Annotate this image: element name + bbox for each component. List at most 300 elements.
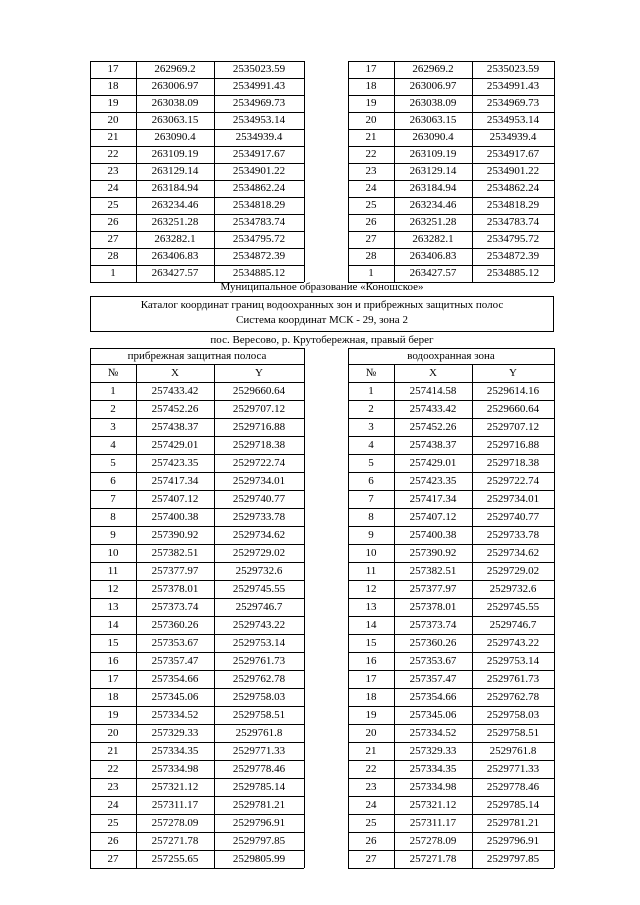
- point-number: 8: [110, 511, 116, 523]
- grid-line: [90, 634, 304, 635]
- table-row: [90, 436, 554, 454]
- point-number-right: 11: [365, 565, 377, 577]
- grid-line: [90, 742, 304, 743]
- x-coordinate: 257377.97: [151, 565, 199, 577]
- grid-line: [90, 724, 304, 725]
- y-coordinate: 2529753.14: [232, 637, 286, 649]
- x-coordinate: 257390.92: [151, 529, 199, 541]
- grid-line: [348, 146, 554, 147]
- grid-line: [136, 61, 137, 282]
- grid-line: [348, 832, 554, 833]
- grid-line: [348, 544, 554, 545]
- y-coordinate-right: 2529785.14: [486, 799, 540, 811]
- grid-line: [90, 796, 304, 797]
- y-coordinate-right: 2529707.12: [486, 421, 540, 433]
- y-coordinate: 2534862.24: [232, 182, 286, 194]
- table-row: [90, 382, 554, 400]
- x-coordinate: 263063.15: [151, 114, 199, 126]
- table-row: [90, 214, 554, 231]
- x-coordinate: 257353.67: [151, 637, 199, 649]
- grid-line: [472, 364, 473, 868]
- point-number: 1: [110, 385, 116, 397]
- point-number-right: 22: [365, 148, 377, 160]
- point-number-right: 28: [365, 250, 377, 262]
- point-number: 19: [107, 709, 119, 721]
- table-row: [90, 778, 554, 796]
- x-coordinate-right: 257357.47: [409, 673, 457, 685]
- grid-line: [90, 265, 304, 266]
- x-coordinate-right: 257345.06: [409, 709, 457, 721]
- grid-line: [348, 180, 554, 181]
- point-number-right: 18: [365, 691, 377, 703]
- y-coordinate-right: 2529745.55: [486, 601, 540, 613]
- table-row: [90, 490, 554, 508]
- point-number-right: 16: [365, 655, 377, 667]
- table-row: [90, 163, 554, 180]
- table-row: [90, 197, 554, 214]
- y-coordinate: 2534953.14: [232, 114, 286, 126]
- y-coordinate-right: 2534969.73: [486, 97, 540, 109]
- y-coordinate-right: 2529732.6: [489, 583, 537, 595]
- y-coordinate-right: 2529796.91: [486, 835, 540, 847]
- grid-line: [348, 129, 554, 130]
- table-row: [90, 508, 554, 526]
- column-header-row: [90, 364, 554, 382]
- grid-line: [348, 778, 554, 779]
- grid-line: [348, 436, 554, 437]
- point-number-right: 2: [368, 403, 374, 415]
- header-y-left: Y: [255, 367, 263, 379]
- catalog-title-line1: Каталог координат границ водоохранных зон и прибрежных защитных полос: [140, 299, 504, 311]
- point-number: 28: [107, 250, 119, 262]
- x-coordinate: 257438.37: [151, 421, 199, 433]
- grid-line: [348, 265, 554, 266]
- y-coordinate-right: 2529716.88: [486, 439, 540, 451]
- x-coordinate: 257378.01: [151, 583, 199, 595]
- grid-line: [90, 180, 304, 181]
- point-number-right: 9: [368, 529, 374, 541]
- y-coordinate: 2535023.59: [232, 63, 286, 75]
- y-coordinate-right: 2529722.74: [486, 475, 540, 487]
- y-coordinate: 2529781.21: [232, 799, 286, 811]
- y-coordinate: 2529762.78: [232, 673, 286, 685]
- x-coordinate: 263251.28: [151, 216, 199, 228]
- x-coordinate: 257373.74: [151, 601, 199, 613]
- x-coordinate: 257357.47: [151, 655, 199, 667]
- y-coordinate-right: 2534991.43: [486, 80, 540, 92]
- x-coordinate: 257255.65: [151, 853, 199, 865]
- grid-line: [90, 61, 304, 62]
- point-number-right: 14: [365, 619, 377, 631]
- point-number-right: 1: [368, 385, 374, 397]
- x-coordinate: 263184.94: [151, 182, 199, 194]
- point-number: 22: [107, 148, 119, 160]
- x-coordinate-right: 257334.35: [409, 763, 457, 775]
- x-coordinate: 263406.83: [151, 250, 199, 262]
- grid-line: [90, 382, 304, 383]
- x-coordinate: 257433.42: [151, 385, 199, 397]
- grid-line: [554, 61, 555, 282]
- grid-line: [90, 197, 304, 198]
- point-number-right: 20: [365, 114, 377, 126]
- table-row: [90, 598, 554, 616]
- y-coordinate-right: 2529718.38: [486, 457, 540, 469]
- grid-line: [90, 670, 304, 671]
- y-coordinate-right: 2529771.33: [486, 763, 540, 775]
- y-coordinate: 2529746.7: [235, 601, 283, 613]
- x-coordinate-right: 257423.35: [409, 475, 457, 487]
- x-coordinate-right: 257360.26: [409, 637, 457, 649]
- grid-line: [90, 248, 304, 249]
- y-coordinate: 2529771.33: [232, 745, 286, 757]
- y-coordinate-right: 2535023.59: [486, 63, 540, 75]
- table-row: [90, 742, 554, 760]
- grid-line: [304, 61, 305, 282]
- point-number-right: 12: [365, 583, 377, 595]
- y-coordinate: 2534818.29: [232, 199, 286, 211]
- point-number: 27: [107, 853, 119, 865]
- header-x-left: X: [171, 367, 179, 379]
- y-coordinate-right: 2534901.22: [486, 165, 540, 177]
- x-coordinate-right: 263184.94: [409, 182, 457, 194]
- grid-line: [348, 814, 554, 815]
- y-coordinate: 2529722.74: [232, 457, 286, 469]
- point-number: 5: [110, 457, 116, 469]
- grid-line: [214, 364, 215, 868]
- grid-line: [90, 163, 304, 164]
- grid-line: [348, 348, 349, 364]
- grid-line: [90, 688, 304, 689]
- x-coordinate-right: 263251.28: [409, 216, 457, 228]
- point-number: 1: [110, 267, 116, 279]
- point-number-right: 13: [365, 601, 377, 613]
- y-coordinate-right: 2529660.64: [486, 403, 540, 415]
- grid-line: [554, 348, 555, 364]
- grid-line: [348, 61, 349, 282]
- grid-line: [136, 364, 137, 868]
- point-number: 13: [107, 601, 119, 613]
- x-coordinate-right: 257400.38: [409, 529, 457, 541]
- grid-line: [348, 214, 554, 215]
- table-row: [90, 796, 554, 814]
- grid-line: [90, 850, 304, 851]
- grid-line: [90, 652, 304, 653]
- grid-line: [348, 231, 554, 232]
- grid-line: [348, 248, 554, 249]
- point-number: 22: [107, 763, 119, 775]
- point-number: 20: [107, 727, 119, 739]
- x-coordinate-right: 257382.51: [409, 565, 457, 577]
- y-coordinate: 2534872.39: [232, 250, 286, 262]
- grid-line: [90, 472, 304, 473]
- x-coordinate: 257321.12: [151, 781, 199, 793]
- table-row: [90, 706, 554, 724]
- x-coordinate: 257382.51: [151, 547, 199, 559]
- x-coordinate-right: 263109.19: [409, 148, 457, 160]
- y-coordinate-right: 2529761.73: [486, 673, 540, 685]
- table-row: [90, 562, 554, 580]
- point-number-right: 24: [365, 799, 377, 811]
- point-number: 24: [107, 799, 119, 811]
- x-coordinate: 263282.1: [154, 233, 196, 245]
- y-coordinate: 2529758.03: [232, 691, 286, 703]
- table-row: [90, 814, 554, 832]
- grid-line: [348, 61, 554, 62]
- grid-line: [90, 832, 304, 833]
- point-number-right: 27: [365, 853, 377, 865]
- x-coordinate: 263109.19: [151, 148, 199, 160]
- y-coordinate: 2534795.72: [232, 233, 286, 245]
- grid-line: [214, 61, 215, 282]
- y-coordinate: 2529758.51: [232, 709, 286, 721]
- y-coordinate: 2529805.99: [232, 853, 286, 865]
- x-coordinate: 257407.12: [151, 493, 199, 505]
- grid-line: [90, 364, 304, 365]
- point-number: 11: [107, 565, 119, 577]
- x-coordinate-right: 257334.98: [409, 781, 457, 793]
- point-number: 21: [107, 131, 119, 143]
- x-coordinate: 257311.17: [151, 799, 199, 811]
- table-row: [90, 95, 554, 112]
- y-coordinate: 2534885.12: [232, 267, 286, 279]
- point-number-right: 17: [365, 673, 377, 685]
- table-row: [90, 652, 554, 670]
- x-coordinate: 257334.98: [151, 763, 199, 775]
- y-coordinate: 2529660.64: [232, 385, 286, 397]
- y-coordinate: 2529718.38: [232, 439, 286, 451]
- x-coordinate-right: 257334.52: [409, 727, 457, 739]
- table-row: [90, 248, 554, 265]
- grid-line: [348, 796, 554, 797]
- x-coordinate-right: 263090.4: [412, 131, 454, 143]
- x-coordinate: 257345.06: [151, 691, 199, 703]
- x-coordinate-right: 257452.26: [409, 421, 457, 433]
- point-number: 9: [110, 529, 116, 541]
- table-row: [90, 634, 554, 652]
- x-coordinate-right: 257433.42: [409, 403, 457, 415]
- y-coordinate-right: 2534953.14: [486, 114, 540, 126]
- x-coordinate: 263234.46: [151, 199, 199, 211]
- y-coordinate-right: 2529614.16: [486, 385, 540, 397]
- table-row: [90, 418, 554, 436]
- y-coordinate-right: 2534862.24: [486, 182, 540, 194]
- x-coordinate-right: 257429.01: [409, 457, 457, 469]
- grid-line: [348, 670, 554, 671]
- grid-line: [90, 508, 304, 509]
- point-number: 12: [107, 583, 119, 595]
- grid-line: [90, 436, 304, 437]
- y-coordinate: 2529797.85: [232, 835, 286, 847]
- table-row: [90, 526, 554, 544]
- point-number: 7: [110, 493, 116, 505]
- grid-line: [348, 742, 554, 743]
- point-number: 10: [107, 547, 119, 559]
- grid-line: [90, 814, 304, 815]
- y-coordinate: 2529734.01: [232, 475, 286, 487]
- grid-line: [348, 454, 554, 455]
- point-number-right: 19: [365, 97, 377, 109]
- table-row: [90, 580, 554, 598]
- table-row: [90, 832, 554, 850]
- grid-line: [348, 724, 554, 725]
- grid-line: [348, 508, 554, 509]
- x-coordinate-right: 257329.33: [409, 745, 457, 757]
- grid-line: [90, 868, 304, 869]
- point-number-right: 17: [365, 63, 377, 75]
- grid-line: [304, 348, 305, 364]
- grid-line: [90, 112, 304, 113]
- point-number-right: 1: [368, 267, 374, 279]
- y-coordinate-right: 2534885.12: [486, 267, 540, 279]
- point-number-right: 19: [365, 709, 377, 721]
- point-number: 27: [107, 233, 119, 245]
- table-row: [90, 129, 554, 146]
- point-number-right: 25: [365, 817, 377, 829]
- x-coordinate: 263006.97: [151, 80, 199, 92]
- table-row: [90, 146, 554, 163]
- grid-line: [348, 95, 554, 96]
- grid-line: [90, 598, 304, 599]
- table-row: [90, 760, 554, 778]
- grid-line: [394, 61, 395, 282]
- point-number: 23: [107, 165, 119, 177]
- grid-line: [90, 348, 304, 349]
- y-coordinate: 2534783.74: [232, 216, 286, 228]
- header-num-left: №: [107, 367, 119, 379]
- y-coordinate: 2529778.46: [232, 763, 286, 775]
- point-number: 17: [107, 673, 119, 685]
- point-number-right: 24: [365, 182, 377, 194]
- point-number: 24: [107, 182, 119, 194]
- grid-line: [90, 760, 304, 761]
- grid-line: [554, 364, 555, 868]
- y-coordinate-right: 2534939.4: [489, 131, 537, 143]
- y-coordinate: 2529732.6: [235, 565, 283, 577]
- grid-line: [90, 146, 304, 147]
- point-number-right: 21: [365, 131, 377, 143]
- grid-line: [90, 231, 304, 232]
- table-row: [90, 454, 554, 472]
- grid-line: [348, 418, 554, 419]
- x-coordinate-right: 263063.15: [409, 114, 457, 126]
- point-number: 18: [107, 691, 119, 703]
- y-coordinate: 2529761.73: [232, 655, 286, 667]
- point-number: 4: [110, 439, 116, 451]
- y-coordinate: 2529745.55: [232, 583, 286, 595]
- point-number: 26: [107, 216, 119, 228]
- grid-line: [90, 78, 304, 79]
- grid-line: [90, 454, 304, 455]
- x-coordinate: 262969.2: [154, 63, 196, 75]
- point-number-right: 22: [365, 763, 377, 775]
- y-coordinate: 2529707.12: [232, 403, 286, 415]
- table-row: [90, 231, 554, 248]
- point-number-right: 5: [368, 457, 374, 469]
- y-coordinate: 2529796.91: [232, 817, 286, 829]
- grid-line: [348, 112, 554, 113]
- y-coordinate-right: 2529733.78: [486, 529, 540, 541]
- grid-line: [90, 418, 304, 419]
- x-coordinate: 257278.09: [151, 817, 199, 829]
- grid-line: [90, 526, 304, 527]
- y-coordinate: 2534939.4: [235, 131, 283, 143]
- grid-line: [348, 78, 554, 79]
- x-coordinate-right: 257278.09: [409, 835, 457, 847]
- x-coordinate: 257329.33: [151, 727, 199, 739]
- table-row: [90, 472, 554, 490]
- point-number: 6: [110, 475, 116, 487]
- table-row: [90, 688, 554, 706]
- x-coordinate-right: 263234.46: [409, 199, 457, 211]
- grid-line: [90, 562, 304, 563]
- catalog-title-box: [90, 296, 554, 332]
- y-coordinate-right: 2529746.7: [489, 619, 537, 631]
- y-coordinate-right: 2529753.14: [486, 655, 540, 667]
- grid-line: [90, 400, 304, 401]
- x-coordinate-right: 257321.12: [409, 799, 457, 811]
- point-number-right: 20: [365, 727, 377, 739]
- y-coordinate-right: 2534783.74: [486, 216, 540, 228]
- table-row: [90, 670, 554, 688]
- point-number-right: 27: [365, 233, 377, 245]
- point-number-right: 23: [365, 781, 377, 793]
- y-coordinate: 2534901.22: [232, 165, 286, 177]
- table-row: [90, 544, 554, 562]
- x-coordinate: 257271.78: [151, 835, 199, 847]
- point-number: 15: [107, 637, 119, 649]
- y-coordinate-right: 2534872.39: [486, 250, 540, 262]
- point-number-right: 3: [368, 421, 374, 433]
- point-number-right: 15: [365, 637, 377, 649]
- y-coordinate-right: 2529762.78: [486, 691, 540, 703]
- grid-line: [90, 95, 304, 96]
- point-number: 19: [107, 97, 119, 109]
- point-number: 25: [107, 817, 119, 829]
- grid-line: [348, 364, 349, 868]
- grid-line: [90, 490, 304, 491]
- y-coordinate-right: 2534917.67: [486, 148, 540, 160]
- x-coordinate-right: 257438.37: [409, 439, 457, 451]
- y-coordinate-right: 2529743.22: [486, 637, 540, 649]
- point-number: 20: [107, 114, 119, 126]
- point-number: 3: [110, 421, 116, 433]
- point-number-right: 4: [368, 439, 374, 451]
- y-coordinate: 2529733.78: [232, 511, 286, 523]
- y-coordinate-right: 2529729.02: [486, 565, 540, 577]
- point-number: 17: [107, 63, 119, 75]
- point-number: 18: [107, 80, 119, 92]
- point-number: 2: [110, 403, 116, 415]
- y-coordinate-right: 2529797.85: [486, 853, 540, 865]
- x-coordinate-right: 257407.12: [409, 511, 457, 523]
- x-coordinate-right: 257353.67: [409, 655, 457, 667]
- y-coordinate-right: 2529734.01: [486, 493, 540, 505]
- point-number: 14: [107, 619, 119, 631]
- y-coordinate: 2529740.77: [232, 493, 286, 505]
- x-coordinate-right: 263129.14: [409, 165, 457, 177]
- x-coordinate: 257417.34: [151, 475, 199, 487]
- grid-line: [348, 348, 554, 349]
- point-number-right: 7: [368, 493, 374, 505]
- grid-line: [348, 598, 554, 599]
- y-coordinate: 2529761.8: [235, 727, 283, 739]
- point-number-right: 21: [365, 745, 377, 757]
- y-coordinate-right: 2529740.77: [486, 511, 540, 523]
- x-coordinate-right: 257390.92: [409, 547, 457, 559]
- municipality-title: Муниципальное образование «Коношское»: [220, 281, 424, 293]
- point-number-right: 25: [365, 199, 377, 211]
- grid-line: [348, 490, 554, 491]
